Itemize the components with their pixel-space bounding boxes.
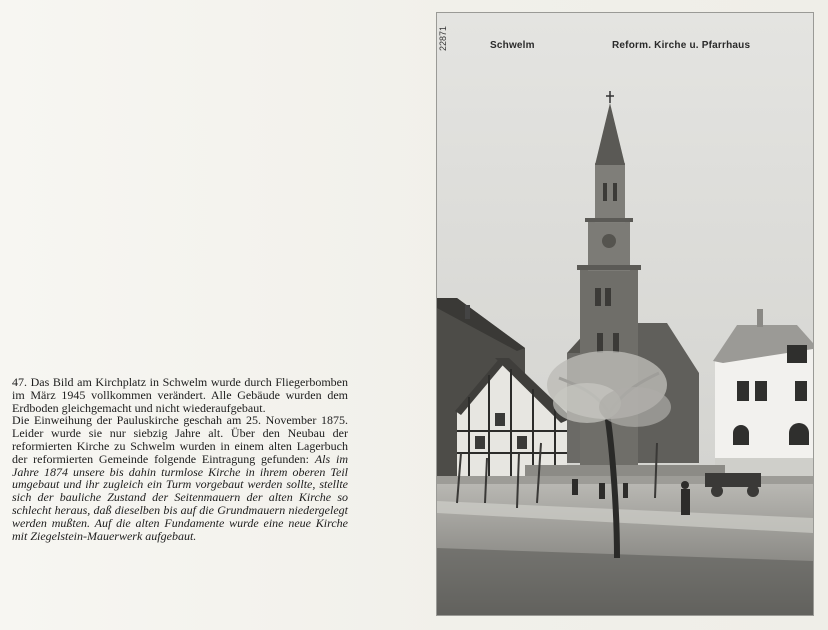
church-scene-illustration <box>437 13 813 615</box>
postcard-title-label: Reform. Kirche u. Pfarrhaus <box>612 40 751 51</box>
caption-paragraph-1: 47. Das Bild am Kirchplatz in Schwelm wurde durch Fliegerbomben im März 1945 vollkommen verändert. Alle Gebäude wurden dem Erdboden gleichgemacht und nicht wiederaufgebaut. <box>12 375 348 415</box>
caption-quote: Als im Jahre 1874 unsere bis dahin turmlose Kirche in ihrem oberen Teil umgebaut und ihr zugleich ein Turm vorgebaut werden sollte, stellte sich der bauliche Zustand der Seitenmauern der alten Kirche so schlecht heraus, daß dieselben bis auf die Grundmauern niedergelegt werden mußten. Auf die alten Fundamente wurde eine neue Kirche mit Ziegelstein-Mauerwerk aufgebaut. <box>12 451 348 543</box>
caption-text-plain: Die Einweihung der Pauluskirche geschah am 25. November 1875. Leider wurde sie nur siebzig Jahre alt. Über den Neubau der reformierten Kirche zu Schwelm wurden in einem alten Lagerbuch der reformierten Gemeinde folgende Eintragung gefunden: <box>12 413 348 466</box>
caption-paragraph-2 <box>12 414 348 542</box>
postcard-place-label: Schwelm <box>490 40 535 51</box>
historic-postcard-photo <box>436 12 814 616</box>
postcard-number: 22871 <box>438 25 448 51</box>
caption-text <box>12 376 348 542</box>
